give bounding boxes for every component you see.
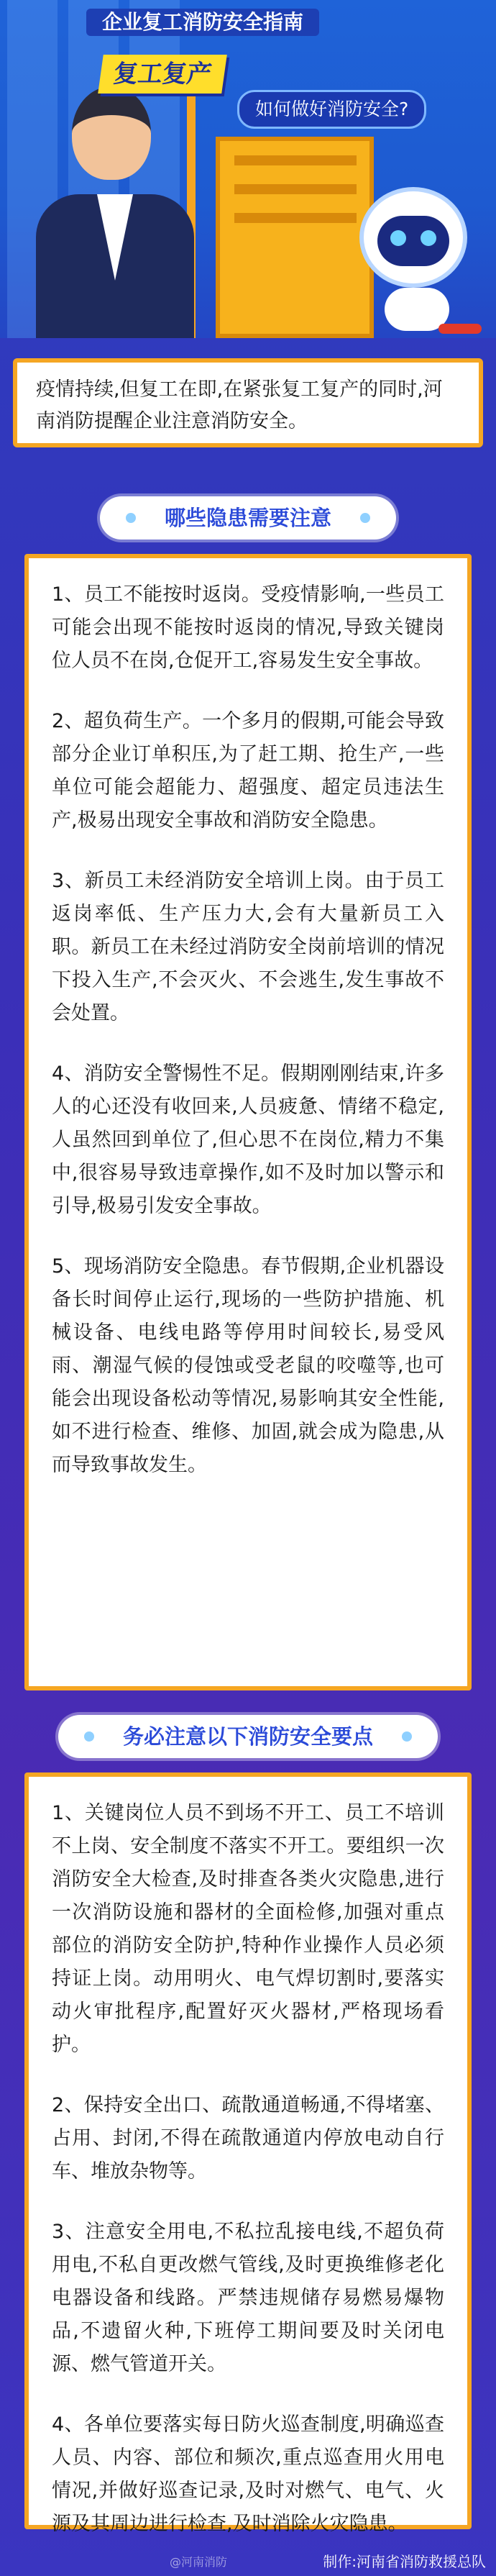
businessman-figure [29,86,201,338]
list-item: 3、注意安全用电,不私拉乱接电线,不超负荷用电,不私自更改燃气管线,及时更换维修老化电器设备和线路。严禁违规储存易燃易爆物品,不遗留火种,下班停工期间要及时关闭电源、燃气管道开关。 [52,2221,444,2375]
dot-icon [402,1731,412,1742]
list-item: 5、现场消防安全隐患。春节假期,企业机器设备长时间停止运行,现场的一些防护措施、机械设备、电线电路等停用时间较长,易受风雨、潮湿气候的侵蚀或受老鼠的咬噬等,也可能会出现设备松动等情况,易影响其安全性能,如不进行检查、维修、加固,就会成为隐患,从而导致事故发生。 [52,1255,444,1476]
fire-mascot-robot [345,180,489,338]
page-title: 企业复工消防安全指南 [86,9,319,36]
list-item: 4、各单位要落实每日防火巡查制度,明确巡查人员、内容、部位和频次,重点巡查用火用电情况,并做好巡查记录,及时对燃气、电气、火源及其周边进行检查,及时消除火灾隐患。 [52,2413,444,2535]
hero-tag: 复工复产 [98,55,227,94]
section-heading-key-points [58,1715,438,1758]
intro-box [13,358,483,447]
hero-subtitle: 如何做好消防安全? [237,90,426,129]
list-item: 1、关键岗位人员不到场不开工、员工不培训不上岗、安全制度不落实不开工。要组织一次消防安全大检查,及时排查各类火灾隐患,进行一次消防设施和器材的全面检修,加强对重点部位的消防安全防护,特种作业操作人员必须持证上岗。动用明火、电气焊切割时,要落实动火审批程序,配置好灭火器材,严格现场看护。 [52,1802,444,2056]
dot-icon [84,1731,94,1742]
person-head [72,86,151,180]
key-points-panel [24,1772,472,2535]
dot-icon [126,513,136,523]
intro-text: 疫情持续,但复工在即,在紧张复工复产的同时,河南消防提醒企业注意消防安全。 [36,378,443,432]
list-item: 1、员工不能按时返岗。受疫情影响,一些员工可能会出现不能按时返岗的情况,导致关键岗位人员不在岗,仓促开工,容易发生安全事故。 [52,583,444,672]
dot-icon [360,513,370,523]
list-item: 2、保持安全出口、疏散通道畅通,不得堵塞、占用、封闭,不得在疏散通道内停放电动自行车、堆放杂物等。 [52,2094,444,2183]
hero-illustration [0,0,496,338]
list-item: 2、超负荷生产。一个多月的假期,可能会导致部分企业订单积压,为了赶工期、抢生产,一些单位可能会超能力、超强度、超定员违法生产,极易出现安全事故和消防安全隐患。 [52,710,444,832]
hazards-panel [24,554,472,1690]
list-item: 3、新员工未经消防安全培训上岗。由于员工返岗率低、生产压力大,会有大量新员工入职。新员工在未经过消防安全岗前培训的情况下投入生产,不会灭火、不会逃生,发生事故不会处置。 [52,870,444,1024]
footer-credit: 制作:河南省消防救援总队 [323,2553,486,2570]
weibo-watermark: @河南消防 [170,2555,228,2569]
section-heading-text: 哪些隐患需要注意 [164,506,332,530]
robot-face [377,216,449,266]
list-item: 4、消防安全警惕性不足。假期刚刚结束,许多人的心还没有收回来,人员疲惫、情绪不稳定,人虽然回到单位了,但心思不在岗位,精力不集中,很容易导致违章操作,如不及时加以警示和引导,极易引发安全事故。 [52,1062,444,1217]
section-heading-hazards [100,496,396,540]
fire-hose [438,324,482,334]
section-heading-text: 务必注意以下消防安全要点 [122,1724,374,1749]
